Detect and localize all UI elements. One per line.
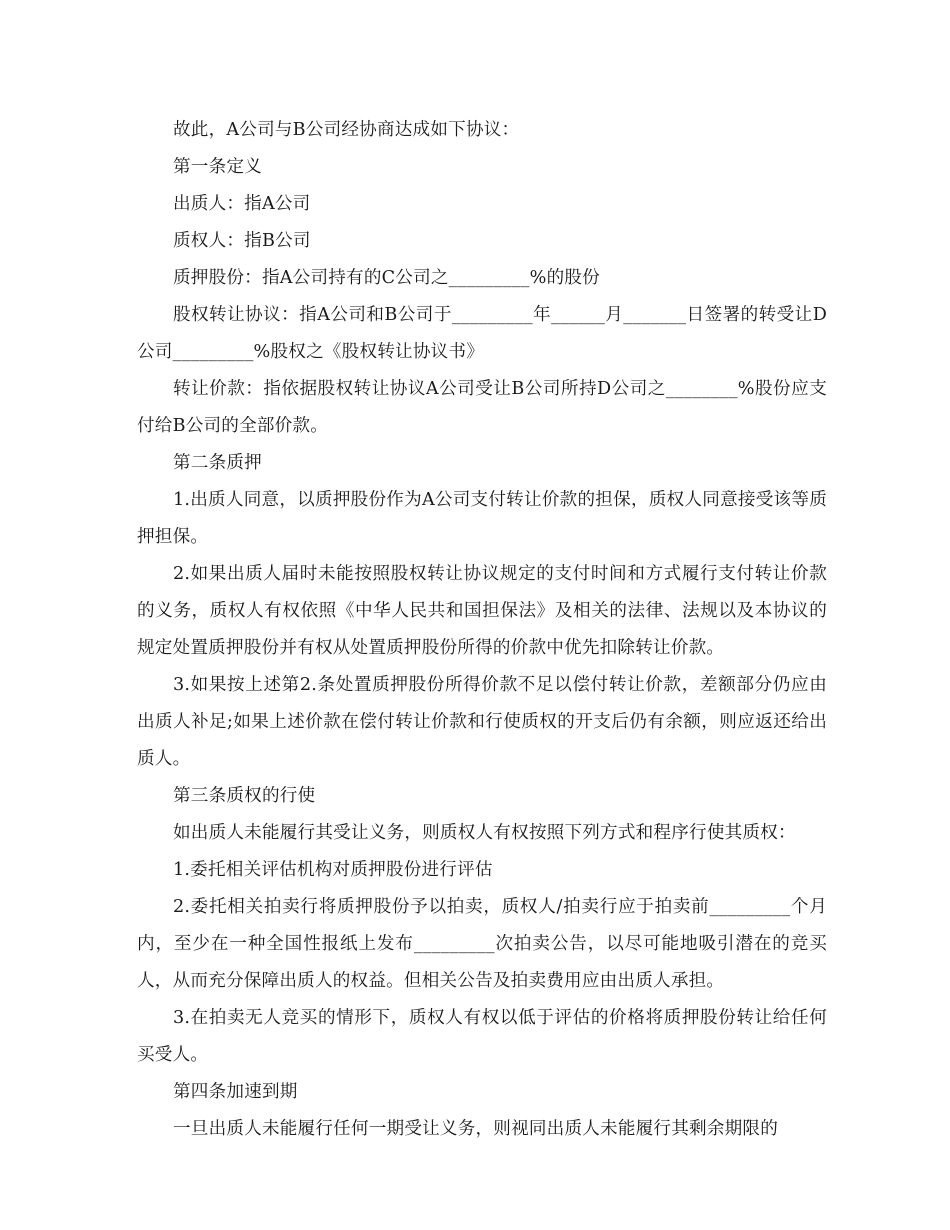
article-2-clause-3: 3.如果按上述第2.条处置质押股份所得价款不足以偿付转让价款，差额部分仍应由出质人补足;如果上述价款在偿付转让价款和行使质权的开支后仍有余额，则应返还给出质人。 — [137, 675, 827, 769]
document-body — [137, 112, 827, 1148]
article-3-clause-2: 2.委托相关拍卖行将质押股份予以拍卖，质权人/拍卖行应于拍卖前_________个月内，至少在一种全国性报纸上发布_________次拍卖公告，以尽可能地吸引潜在的竞买人，从而充分保障出质人的权益。但相关公告及拍卖费用应由出质人承担。 — [137, 897, 827, 991]
intro-paragraph: 故此，A公司与B公司经协商达成如下协议： — [173, 120, 520, 140]
article-3-clause-3: 3.在拍卖无人竞买的情形下，质权人有权以低于评估的价格将质押股份转让给任何买受人。 — [137, 1008, 827, 1065]
article-4-clause: 一旦出质人未能履行任何一期受让义务，则视同出质人未能履行其剩余期限的 — [173, 1119, 778, 1139]
article-2-clause-2: 2.如果出质人届时未能按照股权转让协议规定的支付时间和方式履行支付转让价款的义务，质权人有权依照《中华人民共和国担保法》及相关的法律、法规以及本协议的规定处置质押股份并有权从处置质押股份所得的价款中优先扣除转让价款。 — [137, 564, 827, 658]
article-1-heading: 第一条定义 — [173, 157, 262, 177]
article-2-clause-1: 1.出质人同意，以质押股份作为A公司支付转让价款的担保，质权人同意接受该等质押担保。 — [137, 490, 827, 547]
definition-pledgor: 出质人：指A公司 — [173, 194, 311, 214]
definition-pledgee: 质权人：指B公司 — [173, 231, 311, 251]
article-4-heading: 第四条加速到期 — [173, 1082, 298, 1102]
article-3-heading: 第三条质权的行使 — [173, 786, 316, 806]
article-2-heading: 第二条质押 — [173, 453, 262, 473]
definition-transfer-agreement: 股权转让协议：指A公司和B公司于_________年______月_______日签署的转受让D公司_________%股权之《股权转让协议书》 — [137, 305, 827, 362]
article-3-clause-1: 1.委托相关评估机构对质押股份进行评估 — [173, 860, 493, 880]
definition-transfer-price: 转让价款：指依据股权转让协议A公司受让B公司所持D公司之________%股份应支付给B公司的全部价款。 — [137, 379, 827, 436]
article-3-intro: 如出质人未能履行其受让义务，则质权人有权按照下列方式和程序行使其质权： — [173, 823, 796, 843]
definition-pledged-shares: 质押股份：指A公司持有的C公司之_________%的股份 — [173, 268, 600, 288]
